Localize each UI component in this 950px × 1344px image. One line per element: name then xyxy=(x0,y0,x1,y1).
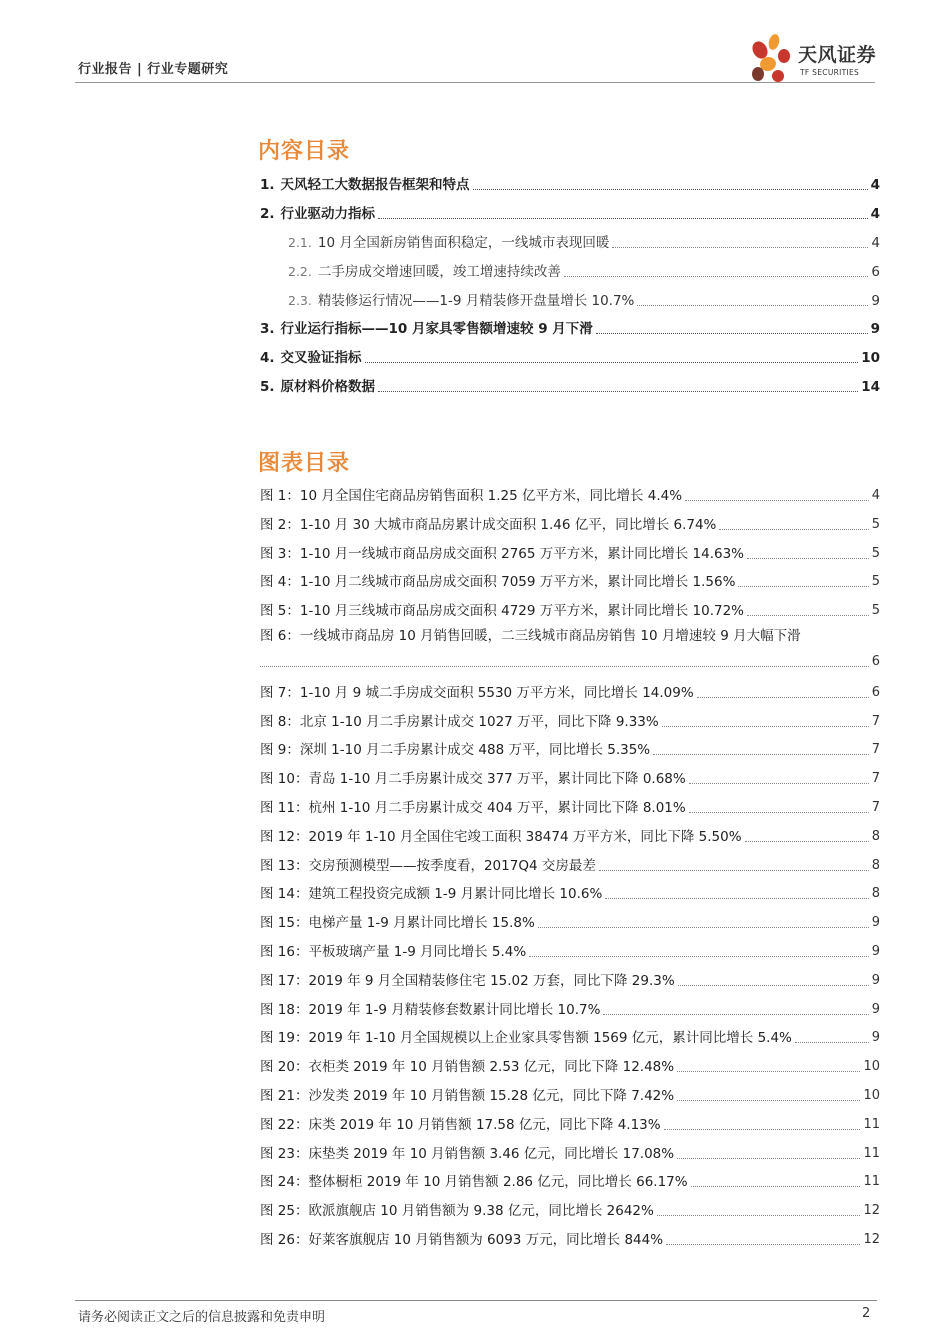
toc-item-page: 4 xyxy=(871,235,880,251)
dot-leader xyxy=(719,529,868,530)
figure-item[interactable] xyxy=(260,1054,880,1076)
figure-item[interactable] xyxy=(260,569,880,591)
figure-item-label: 图 16：平板玻璃产量 1-9 月同比增长 5.4% xyxy=(260,944,527,960)
toc-subitem[interactable] xyxy=(288,288,880,310)
figure-item-label: 图 12：2019 年 1-10 月全国住宅竣工面积 38474 万平方米，同比下降 5.50% xyxy=(260,829,742,845)
toc-item[interactable] xyxy=(260,345,880,367)
figure-item-label: 图 19：2019 年 1-10 月全国规模以上企业家具零售额 1569 亿元，累计同比增长 5.4% xyxy=(260,1030,792,1046)
figure-item-page: 9 xyxy=(871,944,880,959)
dot-leader xyxy=(747,558,869,559)
figure-item[interactable] xyxy=(260,766,880,788)
figure-item-page: 9 xyxy=(871,1002,880,1017)
figure-item-page: 6 xyxy=(871,685,880,700)
dot-leader xyxy=(605,898,868,899)
toc-item-number: 5. xyxy=(260,379,275,395)
figure-item-page: 11 xyxy=(863,1174,880,1189)
figure-item[interactable] xyxy=(260,795,880,817)
dot-leader xyxy=(599,870,869,871)
figure-item-label: 图 4：1-10 月二线城市商品房成交面积 7059 万平方米，累计同比增长 1.56% xyxy=(260,574,736,590)
figure-item-label: 图 8：北京 1-10 月二手房累计成交 1027 万平，同比下降 9.33% xyxy=(260,714,659,730)
figure-item-label: 图 13：交房预测模型——按季度看，2017Q4 交房最差 xyxy=(260,858,596,874)
figure-item-continuation[interactable] xyxy=(260,649,880,671)
figure-item-label: 图 25：欧派旗舰店 10 月销售额为 9.38 亿元，同比增长 2642% xyxy=(260,1203,654,1219)
toc-item[interactable] xyxy=(260,201,880,223)
figure-item-page: 11 xyxy=(863,1117,880,1132)
figure-item-page: 10 xyxy=(863,1088,880,1103)
figure-item-label: 图 7：1-10 月 9 城二手房成交面积 5530 万平方米，同比增长 14.09% xyxy=(260,685,694,701)
dot-leader xyxy=(657,1215,861,1216)
page-number: 2 xyxy=(862,1306,871,1321)
figure-item-page: 5 xyxy=(871,517,880,532)
toc-item[interactable] xyxy=(260,374,880,396)
figure-item[interactable] xyxy=(260,1141,880,1163)
figure-item-label: 图 14：建筑工程投资完成额 1-9 月累计同比增长 10.6% xyxy=(260,886,603,902)
toc-item-label: 行业驱动力指标 xyxy=(280,206,376,222)
dot-leader xyxy=(664,1129,861,1130)
figure-item-label: 图 1：10 月全国住宅商品房销售面积 1.25 亿平方米，同比增长 4.4% xyxy=(260,488,683,504)
figure-item[interactable] xyxy=(260,737,880,759)
figure-list-title: 图表目录 xyxy=(258,451,351,476)
toc-title: 内容目录 xyxy=(258,139,351,164)
figure-item-label: 图 6：一线城市商品房 10 月销售回暖，二三线城市商品房销售 10 月增速较 9 月大幅下滑 xyxy=(260,628,801,644)
dot-leader xyxy=(538,927,869,928)
figure-item[interactable] xyxy=(260,910,880,932)
dot-leader xyxy=(678,985,869,986)
figure-item-page: 9 xyxy=(871,973,880,988)
figure-item[interactable] xyxy=(260,512,880,534)
figure-item-page: 8 xyxy=(871,886,880,901)
dot-leader xyxy=(473,189,868,190)
toc-item-label: 10 月全国新房销售面积稳定，一线城市表现回暖 xyxy=(317,235,610,251)
toc-subitem[interactable] xyxy=(288,259,880,281)
figure-item[interactable] xyxy=(260,997,880,1019)
dot-leader xyxy=(738,586,868,587)
dot-leader xyxy=(603,1014,868,1015)
figure-item[interactable] xyxy=(260,680,880,702)
dot-leader xyxy=(685,500,869,501)
figure-item-page: 11 xyxy=(863,1146,880,1161)
figure-item-page: 12 xyxy=(863,1232,880,1247)
toc-item-number: 2.1. xyxy=(288,235,312,250)
dot-leader xyxy=(689,783,869,784)
figure-item[interactable] xyxy=(260,1227,880,1249)
dot-leader xyxy=(378,218,868,219)
dot-leader xyxy=(365,362,859,363)
toc-item-page: 10 xyxy=(861,350,880,366)
figure-item-page: 5 xyxy=(871,546,880,561)
dot-leader xyxy=(662,726,869,727)
figure-item[interactable] xyxy=(260,939,880,961)
toc-item-label: 天风轻工大数据报告框架和特点 xyxy=(280,177,470,193)
figure-item-page: 7 xyxy=(871,800,880,815)
figure-item-label: 图 22：床类 2019 年 10 月销售额 17.58 亿元，同比下降 4.13% xyxy=(260,1117,661,1133)
figure-item-label: 图 23：床垫类 2019 年 10 月销售额 3.46 亿元，同比增长 17.08% xyxy=(260,1146,675,1162)
figure-item-page: 12 xyxy=(863,1203,880,1218)
dot-leader xyxy=(564,276,869,277)
figure-item[interactable] xyxy=(260,881,880,903)
figure-item[interactable] xyxy=(260,1112,880,1134)
figure-item-page: 5 xyxy=(871,574,880,589)
toc-item-label: 原材料价格数据 xyxy=(280,379,376,395)
figure-item-label: 图 17：2019 年 9 月全国精装修住宅 15.02 万套，同比下降 29.3% xyxy=(260,973,675,989)
toc-item-number: 1. xyxy=(260,177,275,193)
toc-item-page: 9 xyxy=(871,293,880,309)
logo-name-cn: 天风证券 xyxy=(798,44,877,66)
dot-leader xyxy=(260,666,869,667)
dot-leader xyxy=(653,754,869,755)
figure-item-page: 9 xyxy=(871,1030,880,1045)
toc-item-page: 14 xyxy=(861,379,880,395)
figure-item-page: 7 xyxy=(871,771,880,786)
figure-item[interactable] xyxy=(260,824,880,846)
figure-item-page: 10 xyxy=(863,1059,880,1074)
report-breadcrumb: 行业报告 | 行业专题研究 xyxy=(78,62,229,77)
footer-divider xyxy=(75,1300,877,1301)
dot-leader xyxy=(677,1071,860,1072)
figure-item[interactable] xyxy=(260,1198,880,1220)
figure-item[interactable] xyxy=(260,483,880,505)
toc-item-page: 9 xyxy=(870,321,880,337)
toc-item-page: 4 xyxy=(870,177,880,193)
toc-item-label: 二手房成交增速回暖，竣工增速持续改善 xyxy=(317,264,561,280)
dot-leader xyxy=(612,247,868,248)
dot-leader xyxy=(677,1158,860,1159)
dot-leader xyxy=(691,1186,861,1187)
figure-item[interactable] xyxy=(260,598,880,620)
dot-leader xyxy=(378,391,858,392)
toc-item-number: 2.2. xyxy=(288,264,312,279)
figure-item-label: 图 18：2019 年 1-9 月精装修套数累计同比增长 10.7% xyxy=(260,1002,601,1018)
figure-item[interactable] xyxy=(260,541,880,563)
figure-item[interactable] xyxy=(260,627,880,649)
toc-item-number: 2. xyxy=(260,206,275,222)
dot-leader xyxy=(529,956,869,957)
dot-leader xyxy=(697,697,869,698)
figure-item-label: 图 26：好莱客旗舰店 10 月销售额为 6093 万元，同比增长 844% xyxy=(260,1232,664,1248)
toc-item-label: 行业运行指标——10 月家具零售额增速较 9 月下滑 xyxy=(280,321,593,337)
figure-item[interactable] xyxy=(260,968,880,990)
figure-item[interactable] xyxy=(260,853,880,875)
figure-item-label: 图 5：1-10 月三线城市商品房成交面积 4729 万平方米，累计同比增长 10.72% xyxy=(260,603,745,619)
toc-item-number: 2.3. xyxy=(288,293,312,308)
toc-item-page: 6 xyxy=(871,264,880,280)
figure-item-page: 9 xyxy=(871,915,880,930)
figure-item-label: 图 2：1-10 月 30 大城市商品房累计成交面积 1.46 亿平，同比增长 6.74% xyxy=(260,517,717,533)
toc-item-label: 交叉验证指标 xyxy=(280,350,362,366)
figure-item-label: 图 24：整体橱柜 2019 年 10 月销售额 2.86 亿元，同比增长 66.17% xyxy=(260,1174,688,1190)
toc-item[interactable] xyxy=(260,172,880,194)
dot-leader xyxy=(677,1100,860,1101)
dot-leader xyxy=(747,615,869,616)
logo-name-en: TF SECURITIES xyxy=(800,68,860,77)
figure-item[interactable] xyxy=(260,709,880,731)
figure-item-page: 7 xyxy=(871,742,880,757)
dot-leader xyxy=(666,1244,860,1245)
figure-item-page: 4 xyxy=(871,488,880,503)
figure-item-page: 5 xyxy=(871,603,880,618)
figure-item-label: 图 15：电梯产量 1-9 月累计同比增长 15.8% xyxy=(260,915,535,931)
dot-leader xyxy=(637,305,868,306)
toc-item-number: 3. xyxy=(260,321,275,337)
toc-item-page: 4 xyxy=(870,206,880,222)
toc-subitem[interactable] xyxy=(288,230,880,252)
figure-item-label: 图 11：杭州 1-10 月二手房累计成交 404 万平，累计同比下降 8.01% xyxy=(260,800,686,816)
logo-flower-icon xyxy=(746,30,796,86)
figure-item[interactable] xyxy=(260,1169,880,1191)
figure-item[interactable] xyxy=(260,1025,880,1047)
dot-leader xyxy=(795,1042,869,1043)
dot-leader xyxy=(596,333,868,334)
company-logo xyxy=(746,30,886,86)
figure-item-label: 图 21：沙发类 2019 年 10 月销售额 15.28 亿元，同比下降 7.42% xyxy=(260,1088,675,1104)
dot-leader xyxy=(689,812,869,813)
figure-item-label: 图 3：1-10 月一线城市商品房成交面积 2765 万平方米，累计同比增长 14.63% xyxy=(260,546,745,562)
dot-leader xyxy=(745,841,869,842)
figure-item-label: 图 20：衣柜类 2019 年 10 月销售额 2.53 亿元，同比下降 12.48% xyxy=(260,1059,675,1075)
figure-item-label: 图 10：青岛 1-10 月二手房累计成交 377 万平，累计同比下降 0.68% xyxy=(260,771,686,787)
figure-item-page: 8 xyxy=(871,858,880,873)
toc-item-label: 精装修运行情况——1-9 月精装修开盘量增长 10.7% xyxy=(317,293,635,309)
figure-item[interactable] xyxy=(260,1083,880,1105)
toc-item-number: 4. xyxy=(260,350,275,366)
figure-item-label: 图 9：深圳 1-10 月二手房累计成交 488 万平，同比增长 5.35% xyxy=(260,742,651,758)
figure-item-page: 8 xyxy=(871,829,880,844)
footer-disclaimer: 请务必阅读正文之后的信息披露和免责申明 xyxy=(78,1310,326,1325)
figure-item-page: 7 xyxy=(871,714,880,729)
figure-item-page: 6 xyxy=(871,654,880,669)
toc-item[interactable] xyxy=(260,316,880,338)
